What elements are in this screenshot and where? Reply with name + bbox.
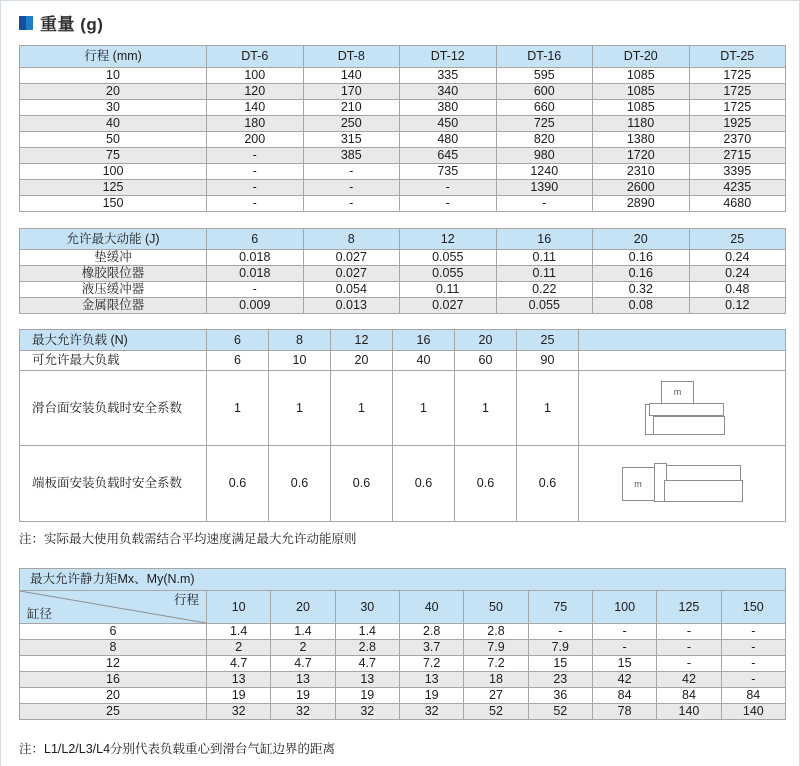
- section-title: [19, 10, 103, 35]
- blue-square-bullet-icon: [19, 16, 33, 30]
- value-cell: 140: [721, 704, 785, 720]
- value-cell: 980: [496, 148, 593, 164]
- mass-label: m: [634, 478, 642, 489]
- slide-table-shape: [649, 403, 724, 416]
- weight-table-header-row: [20, 46, 786, 68]
- value-cell: 19: [399, 688, 463, 704]
- value-cell: 140: [303, 68, 400, 84]
- value-cell: 1380: [593, 132, 690, 148]
- table-row: [20, 298, 786, 314]
- value-cell: 40: [393, 351, 455, 371]
- value-cell: 1: [269, 371, 331, 446]
- static-moment-table: [19, 568, 786, 720]
- value-cell: 0.6: [207, 446, 269, 522]
- value-cell: 4.7: [271, 656, 335, 672]
- max-load-table: [19, 329, 786, 522]
- value-cell: 335: [400, 68, 497, 84]
- value-cell: 0.48: [689, 282, 786, 298]
- diagram-cell: [579, 446, 786, 522]
- value-cell: 1.4: [335, 624, 399, 640]
- table-row: [20, 266, 786, 282]
- value-cell: 0.24: [689, 266, 786, 282]
- value-cell: -: [207, 164, 304, 180]
- value-cell: 2715: [689, 148, 786, 164]
- row-label-cell: 20: [20, 84, 207, 100]
- value-cell: 27: [464, 688, 528, 704]
- value-cell: 19: [271, 688, 335, 704]
- load-table-header-row: [20, 330, 786, 351]
- column-header: 30: [335, 591, 399, 624]
- row-label-cell: 150: [20, 196, 207, 212]
- value-cell: 250: [303, 116, 400, 132]
- value-cell: 0.054: [303, 282, 400, 298]
- diagonal-header-cell: [20, 591, 207, 624]
- cylinder-body-shape: [653, 416, 725, 435]
- value-cell: 10: [269, 351, 331, 371]
- value-cell: 23: [528, 672, 592, 688]
- value-cell: 595: [496, 68, 593, 84]
- table-row: [20, 656, 786, 672]
- value-cell: 32: [399, 704, 463, 720]
- row-label-cell: 6: [20, 624, 207, 640]
- value-cell: 0.027: [303, 250, 400, 266]
- value-cell: 0.009: [207, 298, 304, 314]
- value-cell: -: [207, 282, 304, 298]
- value-cell: -: [207, 180, 304, 196]
- value-cell: 1240: [496, 164, 593, 180]
- value-cell: 84: [592, 688, 656, 704]
- column-header: 最大允许负载 (N): [20, 330, 207, 351]
- value-cell: 1180: [593, 116, 690, 132]
- column-header: 16: [393, 330, 455, 351]
- bore-axis-label: 缸径: [27, 606, 53, 621]
- column-header: DT-12: [400, 46, 497, 68]
- value-cell: 735: [400, 164, 497, 180]
- column-header: 6: [207, 229, 304, 250]
- slide-surface-mount-diagram: [637, 381, 727, 436]
- weight-table: [19, 45, 786, 212]
- empty-cell: [579, 351, 786, 371]
- value-cell: 15: [592, 656, 656, 672]
- value-cell: 1: [455, 371, 517, 446]
- value-cell: 180: [207, 116, 304, 132]
- row-label-cell: 金属限位器: [20, 298, 207, 314]
- value-cell: 0.12: [689, 298, 786, 314]
- column-header: 8: [303, 229, 400, 250]
- value-cell: 2890: [593, 196, 690, 212]
- end-plate-mount-diagram: [622, 463, 743, 504]
- column-header: 20: [455, 330, 517, 351]
- value-cell: 2370: [689, 132, 786, 148]
- page-title: 重量 (g): [40, 15, 104, 34]
- column-header: 125: [657, 591, 721, 624]
- load-mass-block: [661, 381, 694, 405]
- value-cell: -: [657, 624, 721, 640]
- value-cell: 15: [528, 656, 592, 672]
- row-label-cell: 橡胶限位器: [20, 266, 207, 282]
- value-cell: 6: [207, 351, 269, 371]
- value-cell: -: [721, 656, 785, 672]
- row-label-cell: 端板面安装负载时安全系数: [20, 446, 207, 522]
- table-row: [20, 672, 786, 688]
- stroke-axis-label: 行程: [173, 593, 199, 607]
- column-header: DT-25: [689, 46, 786, 68]
- table-row: [20, 148, 786, 164]
- value-cell: 1085: [593, 84, 690, 100]
- column-header: [579, 330, 786, 351]
- column-header: 150: [721, 591, 785, 624]
- value-cell: 2.8: [464, 624, 528, 640]
- row-label-cell: 滑台面安装负载时安全系数: [20, 371, 207, 446]
- table-row: [20, 688, 786, 704]
- row-label-cell: 25: [20, 704, 207, 720]
- value-cell: 0.24: [689, 250, 786, 266]
- value-cell: 2: [207, 640, 271, 656]
- value-cell: -: [721, 672, 785, 688]
- column-header: 行程 (mm): [20, 46, 207, 68]
- value-cell: 42: [657, 672, 721, 688]
- value-cell: 1925: [689, 116, 786, 132]
- value-cell: 3395: [689, 164, 786, 180]
- column-header: 100: [592, 591, 656, 624]
- value-cell: 170: [303, 84, 400, 100]
- table-row: [20, 132, 786, 148]
- value-cell: 0.08: [593, 298, 690, 314]
- table-row: [20, 704, 786, 720]
- column-header: 6: [207, 330, 269, 351]
- value-cell: 0.32: [593, 282, 690, 298]
- value-cell: 1.4: [207, 624, 271, 640]
- value-cell: 0.6: [393, 446, 455, 522]
- value-cell: 140: [207, 100, 304, 116]
- value-cell: -: [657, 656, 721, 672]
- value-cell: 4.7: [335, 656, 399, 672]
- value-cell: 0.018: [207, 266, 304, 282]
- table-row: [20, 351, 786, 371]
- value-cell: 0.11: [496, 266, 593, 282]
- value-cell: 7.9: [464, 640, 528, 656]
- value-cell: 84: [721, 688, 785, 704]
- value-cell: 140: [657, 704, 721, 720]
- slide-table-shape: [666, 465, 741, 481]
- value-cell: 0.027: [303, 266, 400, 282]
- value-cell: -: [400, 196, 497, 212]
- value-cell: 1: [207, 371, 269, 446]
- row-label-cell: 16: [20, 672, 207, 688]
- value-cell: 20: [331, 351, 393, 371]
- value-cell: -: [207, 148, 304, 164]
- table-row: [20, 196, 786, 212]
- value-cell: 480: [400, 132, 497, 148]
- value-cell: 4680: [689, 196, 786, 212]
- row-label-cell: 可允许最大负载: [20, 351, 207, 371]
- column-header: 20: [271, 591, 335, 624]
- value-cell: -: [528, 624, 592, 640]
- value-cell: 645: [400, 148, 497, 164]
- value-cell: 450: [400, 116, 497, 132]
- value-cell: 340: [400, 84, 497, 100]
- table-row: [20, 250, 786, 266]
- table-row: [20, 100, 786, 116]
- table-row: [20, 164, 786, 180]
- value-cell: 36: [528, 688, 592, 704]
- value-cell: 0.027: [400, 298, 497, 314]
- value-cell: -: [303, 164, 400, 180]
- value-cell: 0.055: [400, 266, 497, 282]
- value-cell: 78: [592, 704, 656, 720]
- value-cell: 2: [271, 640, 335, 656]
- table-row: [20, 446, 786, 522]
- value-cell: -: [592, 640, 656, 656]
- value-cell: 7.2: [464, 656, 528, 672]
- value-cell: 1: [331, 371, 393, 446]
- value-cell: 4235: [689, 180, 786, 196]
- value-cell: 0.6: [455, 446, 517, 522]
- value-cell: 60: [455, 351, 517, 371]
- value-cell: 2.8: [335, 640, 399, 656]
- value-cell: -: [400, 180, 497, 196]
- value-cell: 90: [517, 351, 579, 371]
- value-cell: 600: [496, 84, 593, 100]
- column-header: 20: [593, 229, 690, 250]
- row-label-cell: 液压缓冲器: [20, 282, 207, 298]
- note-load-center: 注：L1/L2/L3/L4分别代表负载重心到滑台气缸边界的距离: [19, 742, 336, 756]
- value-cell: -: [721, 624, 785, 640]
- value-cell: 0.013: [303, 298, 400, 314]
- value-cell: 1.4: [271, 624, 335, 640]
- value-cell: 7.2: [399, 656, 463, 672]
- value-cell: 0.16: [593, 250, 690, 266]
- value-cell: 0.6: [517, 446, 579, 522]
- value-cell: 18: [464, 672, 528, 688]
- value-cell: -: [303, 180, 400, 196]
- value-cell: 2.8: [399, 624, 463, 640]
- value-cell: 1085: [593, 100, 690, 116]
- value-cell: 315: [303, 132, 400, 148]
- value-cell: 0.16: [593, 266, 690, 282]
- table-row: [20, 371, 786, 446]
- cylinder-body-shape: [664, 480, 743, 502]
- value-cell: 4.7: [207, 656, 271, 672]
- value-cell: 0.6: [331, 446, 393, 522]
- table-row: [20, 180, 786, 196]
- row-label-cell: 75: [20, 148, 207, 164]
- load-mass-block: [622, 467, 655, 501]
- value-cell: 19: [207, 688, 271, 704]
- value-cell: 1720: [593, 148, 690, 164]
- value-cell: 2310: [593, 164, 690, 180]
- table-row: [20, 282, 786, 298]
- value-cell: 7.9: [528, 640, 592, 656]
- value-cell: 0.055: [496, 298, 593, 314]
- row-label-cell: 30: [20, 100, 207, 116]
- column-header: 40: [399, 591, 463, 624]
- diagram-cell: [579, 371, 786, 446]
- value-cell: 13: [399, 672, 463, 688]
- value-cell: 820: [496, 132, 593, 148]
- value-cell: 0.22: [496, 282, 593, 298]
- kinetic-energy-table: [19, 228, 786, 314]
- value-cell: 1725: [689, 84, 786, 100]
- column-header: 12: [400, 229, 497, 250]
- row-label-cell: 8: [20, 640, 207, 656]
- column-header: 10: [207, 591, 271, 624]
- column-header: 允许最大动能 (J): [20, 229, 207, 250]
- column-header: DT-20: [593, 46, 690, 68]
- column-header: DT-16: [496, 46, 593, 68]
- note-kinetic-energy: 注：实际最大使用负载需结合平均速度满足最大允许动能原则: [19, 532, 357, 546]
- moment-table-title: 最大允许静力矩Mx、My(N.m): [20, 569, 786, 591]
- value-cell: 380: [400, 100, 497, 116]
- energy-table-header-row: [20, 229, 786, 250]
- value-cell: 19: [335, 688, 399, 704]
- column-header: DT-8: [303, 46, 400, 68]
- column-header: 50: [464, 591, 528, 624]
- value-cell: 1: [517, 371, 579, 446]
- value-cell: 1: [393, 371, 455, 446]
- value-cell: -: [657, 640, 721, 656]
- value-cell: -: [207, 196, 304, 212]
- value-cell: 1390: [496, 180, 593, 196]
- value-cell: 100: [207, 68, 304, 84]
- value-cell: 725: [496, 116, 593, 132]
- value-cell: 32: [335, 704, 399, 720]
- row-label-cell: 20: [20, 688, 207, 704]
- row-label-cell: 125: [20, 180, 207, 196]
- row-label-cell: 50: [20, 132, 207, 148]
- column-header: 12: [331, 330, 393, 351]
- value-cell: 200: [207, 132, 304, 148]
- value-cell: 0.11: [496, 250, 593, 266]
- value-cell: -: [496, 196, 593, 212]
- value-cell: 0.018: [207, 250, 304, 266]
- column-header: 25: [517, 330, 579, 351]
- column-header: 25: [689, 229, 786, 250]
- table-row: [20, 68, 786, 84]
- row-label-cell: 12: [20, 656, 207, 672]
- value-cell: 120: [207, 84, 304, 100]
- table-row: [20, 640, 786, 656]
- column-header: 8: [269, 330, 331, 351]
- value-cell: 660: [496, 100, 593, 116]
- mass-label: m: [673, 387, 682, 397]
- value-cell: 13: [271, 672, 335, 688]
- table-row: [20, 624, 786, 640]
- column-header: 16: [496, 229, 593, 250]
- moment-table-header-row: [20, 591, 786, 624]
- column-header: 75: [528, 591, 592, 624]
- value-cell: -: [592, 624, 656, 640]
- row-label-cell: 40: [20, 116, 207, 132]
- value-cell: 32: [207, 704, 271, 720]
- value-cell: 2600: [593, 180, 690, 196]
- value-cell: 210: [303, 100, 400, 116]
- value-cell: 32: [271, 704, 335, 720]
- value-cell: 1725: [689, 68, 786, 84]
- value-cell: 13: [335, 672, 399, 688]
- value-cell: -: [721, 640, 785, 656]
- row-label-cell: 100: [20, 164, 207, 180]
- value-cell: 0.055: [400, 250, 497, 266]
- table-row: [20, 84, 786, 100]
- value-cell: 84: [657, 688, 721, 704]
- value-cell: 42: [592, 672, 656, 688]
- value-cell: 1725: [689, 100, 786, 116]
- value-cell: 52: [528, 704, 592, 720]
- value-cell: 385: [303, 148, 400, 164]
- value-cell: 0.11: [400, 282, 497, 298]
- row-label-cell: 10: [20, 68, 207, 84]
- moment-table-title-row: [20, 569, 786, 591]
- value-cell: -: [303, 196, 400, 212]
- table-row: [20, 116, 786, 132]
- value-cell: 1085: [593, 68, 690, 84]
- value-cell: 3.7: [399, 640, 463, 656]
- value-cell: 13: [207, 672, 271, 688]
- value-cell: 52: [464, 704, 528, 720]
- row-label-cell: 垫缓冲: [20, 250, 207, 266]
- column-header: DT-6: [207, 46, 304, 68]
- value-cell: 0.6: [269, 446, 331, 522]
